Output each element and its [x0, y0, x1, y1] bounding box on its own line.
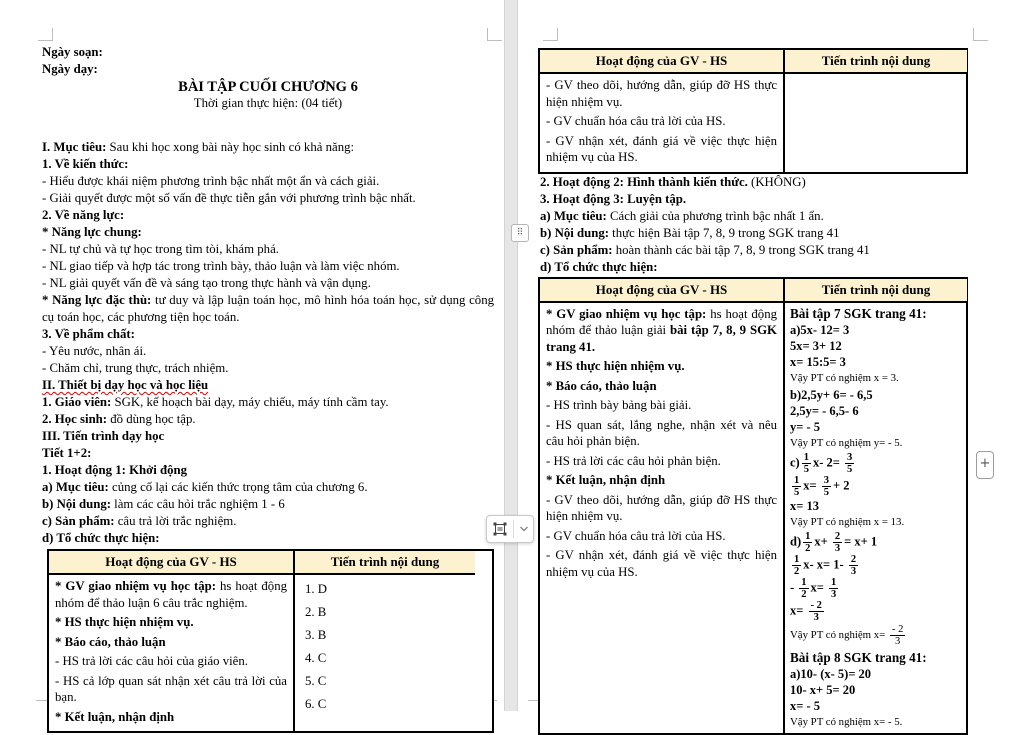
- paragraph: - Chăm chỉ, trung thực, trách nhiệm.: [42, 361, 229, 375]
- fraction: $\frac{1}{2}$: [805, 530, 811, 554]
- paragraph: - GV nhận xét, đánh giá về việc thực hiện nhiệm vụ của HS.: [546, 548, 777, 579]
- paragraph: * Kết luận, nhận định: [546, 473, 666, 487]
- table-header-activity: Hoạt động của GV - HS: [540, 50, 785, 74]
- paragraph: 1. Về kiến thức:: [42, 157, 129, 171]
- paragraph: * Báo cáo, thảo luận: [55, 634, 166, 649]
- math-line: x= - 5: [790, 698, 821, 713]
- paragraph: - Yêu nước, nhân ái.: [42, 344, 147, 358]
- page-2[interactable]: [538, 44, 968, 735]
- paragraph: - Hiểu được khái niệm phương trình bậc nhất một ẩn và cách giải.: [42, 174, 380, 188]
- paragraph: 3. Về phẩm chất:: [42, 327, 135, 341]
- math-line: y= - 5: [790, 419, 821, 434]
- paragraph: - GV nhận xét, đánh giá về việc thực hiện nhiệm vụ của HS.: [546, 133, 777, 164]
- answers-cell[interactable]: [295, 575, 475, 731]
- fraction: $\frac{1}{3}$: [831, 576, 837, 600]
- paragraph: c) Sản phẩm: hoàn thành các bài tập 7, 8, 9 trong SGK trang 41: [540, 242, 870, 257]
- math-line: Vậy PT có nghiệm x= - 5.: [790, 715, 903, 728]
- paragraph: I. Mục tiêu: Sau khi học xong bài này học sinh có khả năng:: [42, 140, 355, 154]
- fraction: $\frac{1}{2}$: [794, 553, 800, 577]
- paragraph: * GV giao nhiệm vụ học tập: hs hoạt động nhóm để thảo luận giải bài tập 7, 8, 9 SGK trang 41.: [546, 306, 778, 354]
- math-line: Bài tập 8 SGK trang 41:: [790, 649, 927, 665]
- math-line: a)10- (x- 5)= 20: [790, 666, 872, 681]
- page-1[interactable]: [42, 44, 494, 733]
- paragraph: - HS trả lời các câu hỏi của giáo viên.: [55, 654, 248, 668]
- paragraph: * GV giao nhiệm vụ học tập: hs hoạt động nhóm để thảo luận 6 câu trắc nghiệm.: [55, 579, 288, 610]
- document-subtitle: Thời gian thực hiện: (04 tiết): [193, 96, 343, 110]
- paragraph: II. Thiết bị dạy học và học liệu: [42, 378, 209, 392]
- table-header-content: Tiến trình nội dung: [785, 279, 967, 303]
- answer-line: 6. C: [305, 697, 327, 711]
- paragraph: - HS cả lớp quan sát nhận xét câu trả lời của bạn.: [55, 673, 287, 704]
- paragraph: - GV chuẩn hóa câu trả lời của HS.: [546, 114, 726, 128]
- table-header-activity: Hoạt động của GV - HS: [49, 551, 295, 575]
- math-line: 2,5y= - 6,5- 6: [790, 403, 859, 418]
- ngay-day-label: Ngày dạy:: [42, 62, 98, 76]
- math-line: - $\frac{1}{2}$ x= $\frac{1}{3}$: [790, 576, 837, 600]
- math-line: Bài tập 7 SGK trang 41:: [790, 305, 927, 321]
- body-paragraphs: [538, 174, 968, 276]
- math-line: 10- x+ 5= 20: [790, 682, 856, 697]
- math-line: x= 13: [790, 498, 819, 513]
- math-line: x= $\frac{- 2}{3}$: [790, 599, 822, 623]
- activity-table-1: [47, 549, 494, 733]
- activity-cell[interactable]: [540, 74, 785, 172]
- paragraph: 1. Giáo viên: SGK, kế hoạch bài dạy, máy chiếu, máy tính cầm tay.: [42, 395, 389, 409]
- math-line: Vậy PT có nghiệm x= $\frac{- 2}{3}$: [790, 623, 904, 647]
- paragraph: d) Tổ chức thực hiện:: [42, 531, 160, 545]
- paragraph: 3. Hoạt động 3: Luyện tập.: [540, 191, 687, 206]
- paragraph: * Năng lực chung:: [42, 225, 142, 239]
- answer-line: 4. C: [305, 651, 327, 665]
- activity-table-1-continued: [538, 48, 968, 174]
- fraction: $\frac{2}{3}$: [850, 553, 857, 577]
- paragraph: b) Nội dung: làm các câu hỏi trắc nghiệm 1 - 6: [42, 497, 285, 511]
- answer-line: 2. B: [305, 605, 327, 619]
- paragraph: - NL tự chủ và tự học trong tìm tòi, khám phá.: [42, 242, 279, 256]
- answer-line: 3. B: [305, 628, 327, 642]
- paragraph: - HS trả lời các câu hỏi phản biện.: [546, 453, 721, 468]
- table-header-content: Tiến trình nội dung: [295, 551, 475, 575]
- math-line: d) $\frac{1}{2}$ x+ $\frac{2}{3}$ = x+ 1: [790, 530, 878, 554]
- fraction: $\frac{3}{5}$: [823, 474, 829, 498]
- paragraph: 2. Hoạt động 2: Hình thành kiến thức. (KHÔNG): [540, 174, 806, 189]
- paragraph: - HS trình bày bảng bài giải.: [546, 398, 692, 412]
- document-title: BÀI TẬP CUỐI CHƯƠNG 6: [178, 79, 358, 95]
- math-line: Vậy PT có nghiệm y= - 5.: [790, 436, 903, 449]
- math-line: 5x= 3+ 12: [790, 338, 842, 353]
- activity-cell[interactable]: [49, 575, 295, 731]
- paragraph: * HS thực hiện nhiệm vụ.: [55, 615, 194, 629]
- margin-mark: [38, 28, 53, 41]
- margin-mark: [487, 28, 502, 41]
- margin-mark: [543, 28, 558, 41]
- math-line: x= 15:5= 3: [790, 354, 846, 369]
- paragraph: III. Tiến trình dạy học: [42, 429, 165, 443]
- insert-plus-button[interactable]: +: [976, 451, 994, 479]
- paragraph: d) Tổ chức thực hiện:: [540, 259, 658, 274]
- paragraph: - Giải quyết được một số vấn đề thực tiễn gắn với phương trình bậc nhất.: [42, 191, 416, 205]
- solutions-cell[interactable]: [785, 303, 967, 733]
- paragraph: * Năng lực đặc thù: tư duy và lập luận toán học, mô hình hóa toán học, sử dụng công cụ toán học, các phương tiện học toán.: [42, 293, 494, 324]
- table-move-handle[interactable]: [511, 224, 529, 242]
- paragraph: - NL giải quyết vấn đề và sáng tạo trong thực hành và vận dụng.: [42, 276, 371, 290]
- margin-mark: [973, 28, 988, 41]
- paragraph: - GV chuẩn hóa câu trả lời của HS.: [546, 528, 726, 543]
- paragraph: * HS thực hiện nhiệm vụ.: [546, 359, 685, 373]
- paragraph: Tiết 1+2:: [42, 446, 92, 460]
- table-header-activity: Hoạt động của GV - HS: [540, 279, 785, 303]
- math-line: $\frac{1}{5}$ x= $\frac{3}{5}$ + 2: [794, 474, 850, 498]
- paragraph: b) Nội dung: thực hiện Bài tập 7, 8, 9 trong SGK trang 41: [540, 225, 840, 240]
- paragraph: a) Mục tiêu: Cách giải của phương trình bậc nhất 1 ẩn.: [540, 208, 824, 223]
- fraction: $\frac{3}{5}$: [847, 451, 853, 475]
- math-line: Vậy PT có nghiệm x = 13.: [790, 515, 905, 528]
- chevron-down-icon: [514, 525, 533, 533]
- fraction: $\frac{- 2}{3}$: [810, 599, 822, 623]
- empty-cell[interactable]: [785, 74, 967, 172]
- table-header-content: Tiến trình nội dung: [785, 50, 967, 74]
- paragraph: * Báo cáo, thảo luận: [546, 378, 657, 393]
- paragraph: * Kết luận, nhận định: [55, 709, 175, 724]
- paragraph: - GV theo dõi, hướng dẫn, giúp đỡ HS thực hiện nhiệm vụ.: [546, 78, 777, 109]
- activity-cell[interactable]: [540, 303, 785, 733]
- fraction: $\frac{- 2}{3}$: [891, 623, 904, 647]
- paragraph: - HS quan sát, lắng nghe, nhận xét và nêu câu hỏi phản biện.: [546, 417, 777, 448]
- math-line: c) $\frac{1}{5}$ x- 2= $\frac{3}{5}$: [790, 451, 853, 475]
- frame-icon: [487, 522, 513, 536]
- paragraph: - NL giao tiếp và hợp tác trong trình bày, thảo luận và làm việc nhóm.: [42, 259, 400, 273]
- paragraph: - GV theo dõi, hướng dẫn, giúp đỡ HS thực hiện nhiệm vụ.: [546, 492, 777, 523]
- math-line: $\frac{1}{2}$ x- x= 1- $\frac{2}{3}$: [794, 553, 857, 577]
- activity-table-2: [538, 277, 968, 735]
- answer-line: 1. D: [305, 582, 328, 596]
- paragraph: 1. Hoạt động 1: Khởi động: [42, 463, 188, 477]
- body-paragraphs: [42, 139, 494, 547]
- paragraph: c) Sản phẩm: câu trả lời trắc nghiệm.: [42, 514, 237, 528]
- fraction: $\frac{1}{5}$: [803, 451, 809, 475]
- fraction: $\frac{1}{2}$: [801, 576, 807, 600]
- math-line: b)2,5y+ 6= - 6,5: [790, 387, 873, 402]
- paragraph: 2. Học sinh: đồ dùng học tập.: [42, 412, 196, 426]
- drag-dots-icon: ⠿: [516, 228, 524, 238]
- paragraph: 2. Về năng lực:: [42, 208, 125, 222]
- math-line: a)5x- 12= 3: [790, 322, 850, 337]
- fraction: $\frac{2}{3}$: [834, 530, 841, 554]
- fraction: $\frac{1}{5}$: [794, 474, 800, 498]
- math-line: Vậy PT có nghiệm x = 3.: [790, 371, 899, 384]
- ngay-soan-label: Ngày soạn:: [42, 45, 103, 59]
- table-options-button[interactable]: [486, 515, 534, 543]
- answer-line: 5. C: [305, 674, 327, 688]
- page-gap: [504, 0, 518, 711]
- paragraph: a) Mục tiêu: củng cố lại các kiến thức trọng tâm của chương 6.: [42, 480, 368, 494]
